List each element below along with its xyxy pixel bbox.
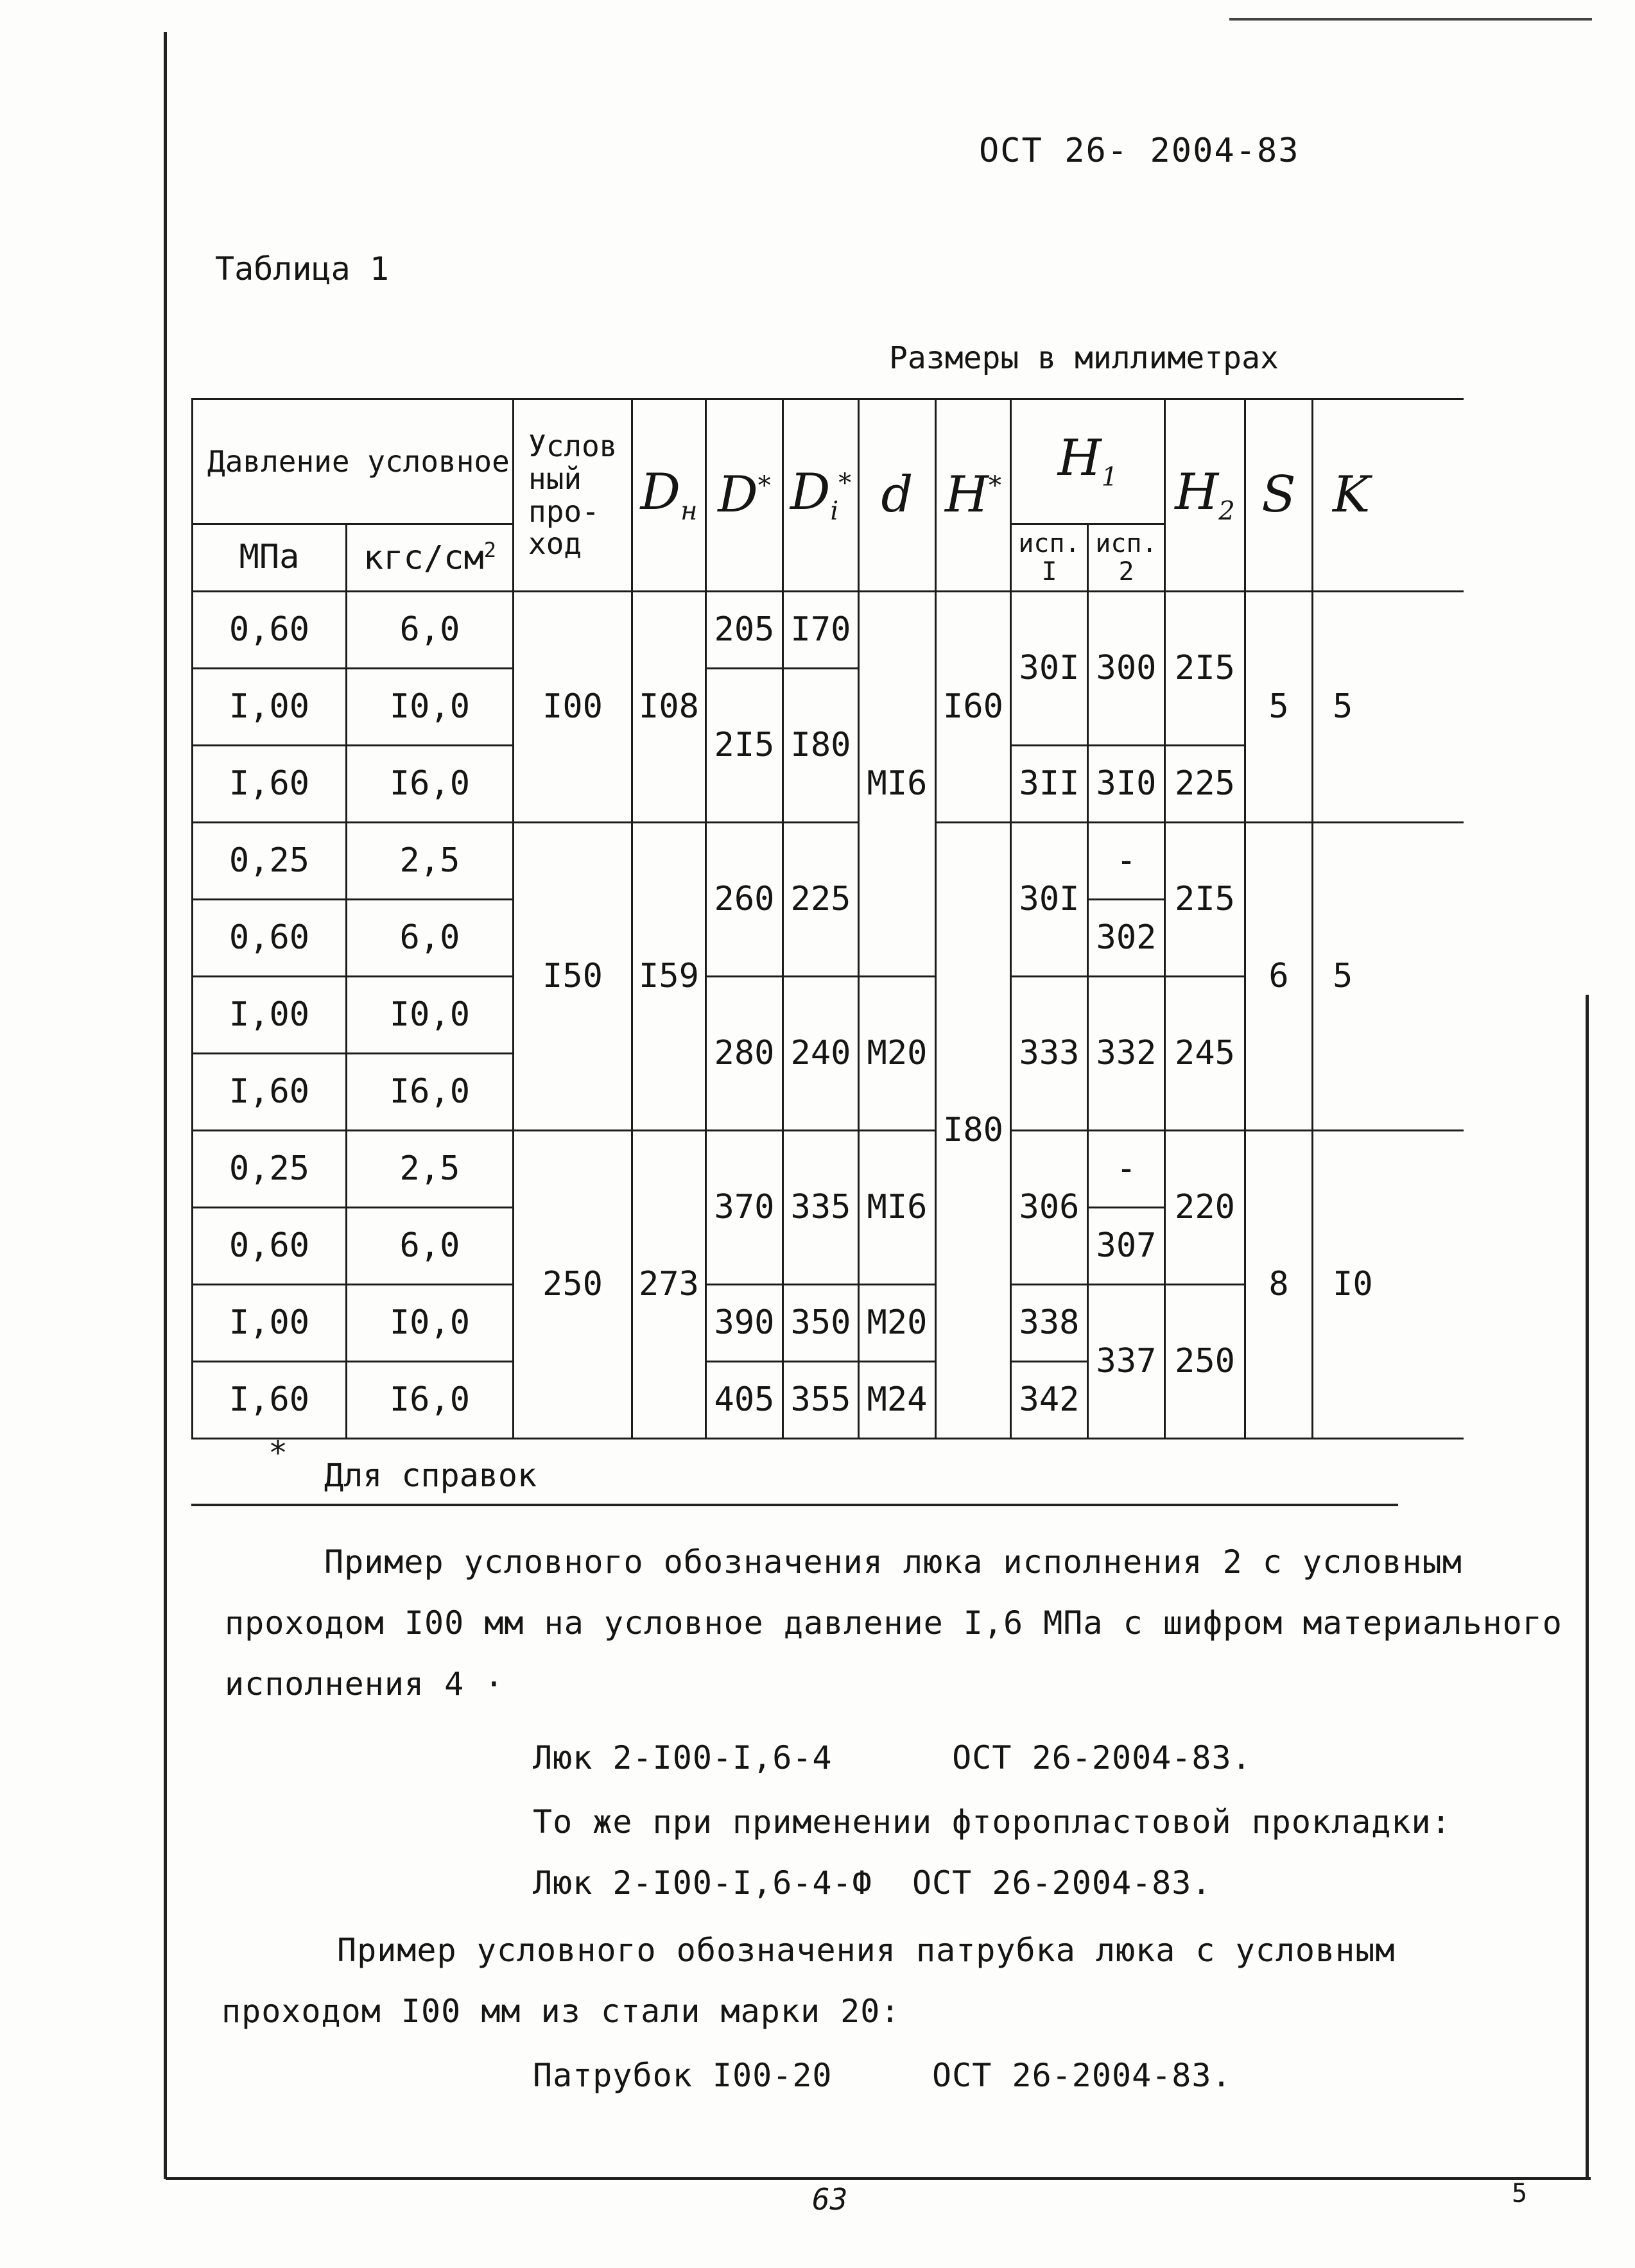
page-frame-left (164, 32, 167, 2179)
header-h-star: H* (936, 399, 1011, 592)
designation-example-3: Патрубок I00-20 ОСТ 26-2004-83. (533, 2057, 1232, 2094)
page-frame-right (1586, 995, 1589, 2179)
paragraph-fluoroplastic: То же при применении фторопластовой прокладки: (533, 1803, 1451, 1841)
cell-h1-exec2: 332 (1088, 977, 1165, 1131)
cell-h1-exec1: 30I (1011, 823, 1088, 977)
header-d-star: D* (706, 399, 783, 592)
cell-di: 225 (783, 823, 859, 977)
cell-kgf: 6,0 (347, 900, 514, 977)
header-dh: $D_н$ (632, 399, 706, 592)
cell-di: 240 (783, 977, 859, 1131)
cell-kgf: I0,0 (347, 669, 514, 746)
cell-passage: I50 (514, 823, 632, 1131)
cell-mpa: I,00 (193, 977, 347, 1054)
cell-h1-exec2: - (1088, 823, 1165, 900)
cell-mpa: I,60 (193, 746, 347, 823)
designation-example-1: Люк 2-I00-I,6-4 ОСТ 26-2004-83. (533, 1739, 1252, 1776)
cell-h2: 2I5 (1165, 823, 1245, 977)
example-paragraph-1-line-2: проходом I00 мм на условное давление I,6 МПа с шифром материального (225, 1604, 1562, 1642)
cell-small-d: M20 (859, 977, 936, 1131)
footnote-mark: * (268, 1434, 288, 1472)
cell-mpa: I,00 (193, 1285, 347, 1362)
cell-h1-exec1: 342 (1011, 1362, 1088, 1439)
cell-passage: I00 (514, 592, 632, 823)
footnote-text: Для справок (324, 1457, 537, 1494)
cell-h2: 225 (1165, 746, 1245, 823)
cell-kgf: 2,5 (347, 1131, 514, 1208)
cell-d: 260 (706, 823, 783, 977)
cell-h1-exec2: 300 (1088, 592, 1165, 746)
cell-h2: 2I5 (1165, 592, 1245, 746)
cell-di: I80 (783, 669, 859, 823)
cell-s: 8 (1245, 1131, 1313, 1439)
cell-dh: I59 (632, 823, 706, 1131)
cell-h1-exec1: 3II (1011, 746, 1088, 823)
cell-kgf: I6,0 (347, 1362, 514, 1439)
cell-s: 6 (1245, 823, 1313, 1131)
header-mpa: МПа (193, 524, 347, 592)
cell-passage: 250 (514, 1131, 632, 1439)
header-passage: Услов ный про- ход (514, 399, 632, 592)
example-paragraph-1-line-3: исполнения 4 · (225, 1665, 505, 1703)
cell-h-star: I60 (936, 592, 1011, 823)
page-mark: 5 (1512, 2179, 1528, 2208)
cell-mpa: I,60 (193, 1054, 347, 1131)
cell-h1-exec2: 337 (1088, 1285, 1165, 1439)
cell-h2: 245 (1165, 977, 1245, 1131)
cell-d: 205 (706, 592, 783, 669)
cell-d: 280 (706, 977, 783, 1131)
cell-kgf: I6,0 (347, 746, 514, 823)
table-label: Таблица 1 (215, 250, 389, 288)
cell-h-star: I80 (936, 823, 1011, 1439)
header-h1-exec2: исп. 2 (1088, 524, 1165, 592)
header-h1: $H_1$ (1011, 399, 1165, 524)
cell-h1-exec2: - (1088, 1131, 1165, 1208)
cell-small-d: MI6 (859, 1131, 936, 1285)
cell-d: 2I5 (706, 669, 783, 823)
cell-small-d: M20 (859, 1285, 936, 1362)
cell-mpa: I,00 (193, 669, 347, 746)
cell-h1-exec2: 307 (1088, 1208, 1165, 1285)
page-frame-bottom (166, 2177, 1591, 2180)
cell-kgf: I0,0 (347, 977, 514, 1054)
header-kgf: кгс/$см^2$ (347, 524, 514, 592)
header-di: $D_i^*$ (783, 399, 859, 592)
cell-mpa: I,60 (193, 1362, 347, 1439)
cell-h1-exec2: 302 (1088, 900, 1165, 977)
example-paragraph-1-line-1: Пример условного обозначения люка исполнения 2 с условным (324, 1543, 1462, 1581)
cell-h1-exec2: 3I0 (1088, 746, 1165, 823)
cell-h1-exec1: 306 (1011, 1131, 1088, 1285)
cell-di: 335 (783, 1131, 859, 1285)
cell-s: 5 (1245, 592, 1313, 823)
cell-h1-exec1: 333 (1011, 977, 1088, 1131)
designation-example-2: Люк 2-I00-I,6-4-Ф ОСТ 26-2004-83. (533, 1864, 1212, 1902)
cell-di: I70 (783, 592, 859, 669)
cell-dh: 273 (632, 1131, 706, 1439)
header-h1-exec1: исп. I (1011, 524, 1088, 592)
cell-d: 370 (706, 1131, 783, 1285)
cell-d: 405 (706, 1362, 783, 1439)
cell-di: 350 (783, 1285, 859, 1362)
cell-kgf: I0,0 (347, 1285, 514, 1362)
document-code: ОСТ 26- 2004-83 (979, 132, 1300, 170)
page-number: 63 (812, 2182, 848, 2217)
header-d: d (859, 399, 936, 592)
cell-kgf: I6,0 (347, 1054, 514, 1131)
cell-mpa: 0,25 (193, 823, 347, 900)
dimensions-table (191, 398, 1398, 1534)
cell-k: I0 (1313, 1131, 1464, 1439)
cell-mpa: 0,60 (193, 1208, 347, 1285)
cell-h2: 250 (1165, 1285, 1245, 1439)
cell-kgf: 2,5 (347, 823, 514, 900)
footnote-rule (191, 1504, 1398, 1506)
example-paragraph-2-line-2: проходом I00 мм из стали марки 20: (221, 1993, 901, 2030)
cell-dh: I08 (632, 592, 706, 823)
cell-d: 390 (706, 1285, 783, 1362)
cell-di: 355 (783, 1362, 859, 1439)
cell-k: 5 (1313, 592, 1464, 823)
cell-small-d: M24 (859, 1362, 936, 1439)
cell-h1-exec1: 338 (1011, 1285, 1088, 1362)
cell-kgf: 6,0 (347, 1208, 514, 1285)
header-k: K (1313, 399, 1464, 592)
cell-mpa: 0,60 (193, 900, 347, 977)
cell-mpa: 0,25 (193, 1131, 347, 1208)
cell-mpa: 0,60 (193, 592, 347, 669)
cell-k: 5 (1313, 823, 1464, 1131)
cell-kgf: 6,0 (347, 592, 514, 669)
header-h2: $H_2$ (1165, 399, 1245, 592)
cell-small-d: MI6 (859, 592, 936, 977)
top-rule (1229, 18, 1592, 21)
header-s: S (1245, 399, 1313, 592)
example-paragraph-2-line-1: Пример условного обозначения патрубка люка с условным (337, 1932, 1396, 1969)
cell-h2: 220 (1165, 1131, 1245, 1285)
units-note: Размеры в миллиметрах (889, 340, 1279, 376)
header-pressure: Давление условное (193, 399, 514, 524)
cell-h1-exec1: 30I (1011, 592, 1088, 746)
